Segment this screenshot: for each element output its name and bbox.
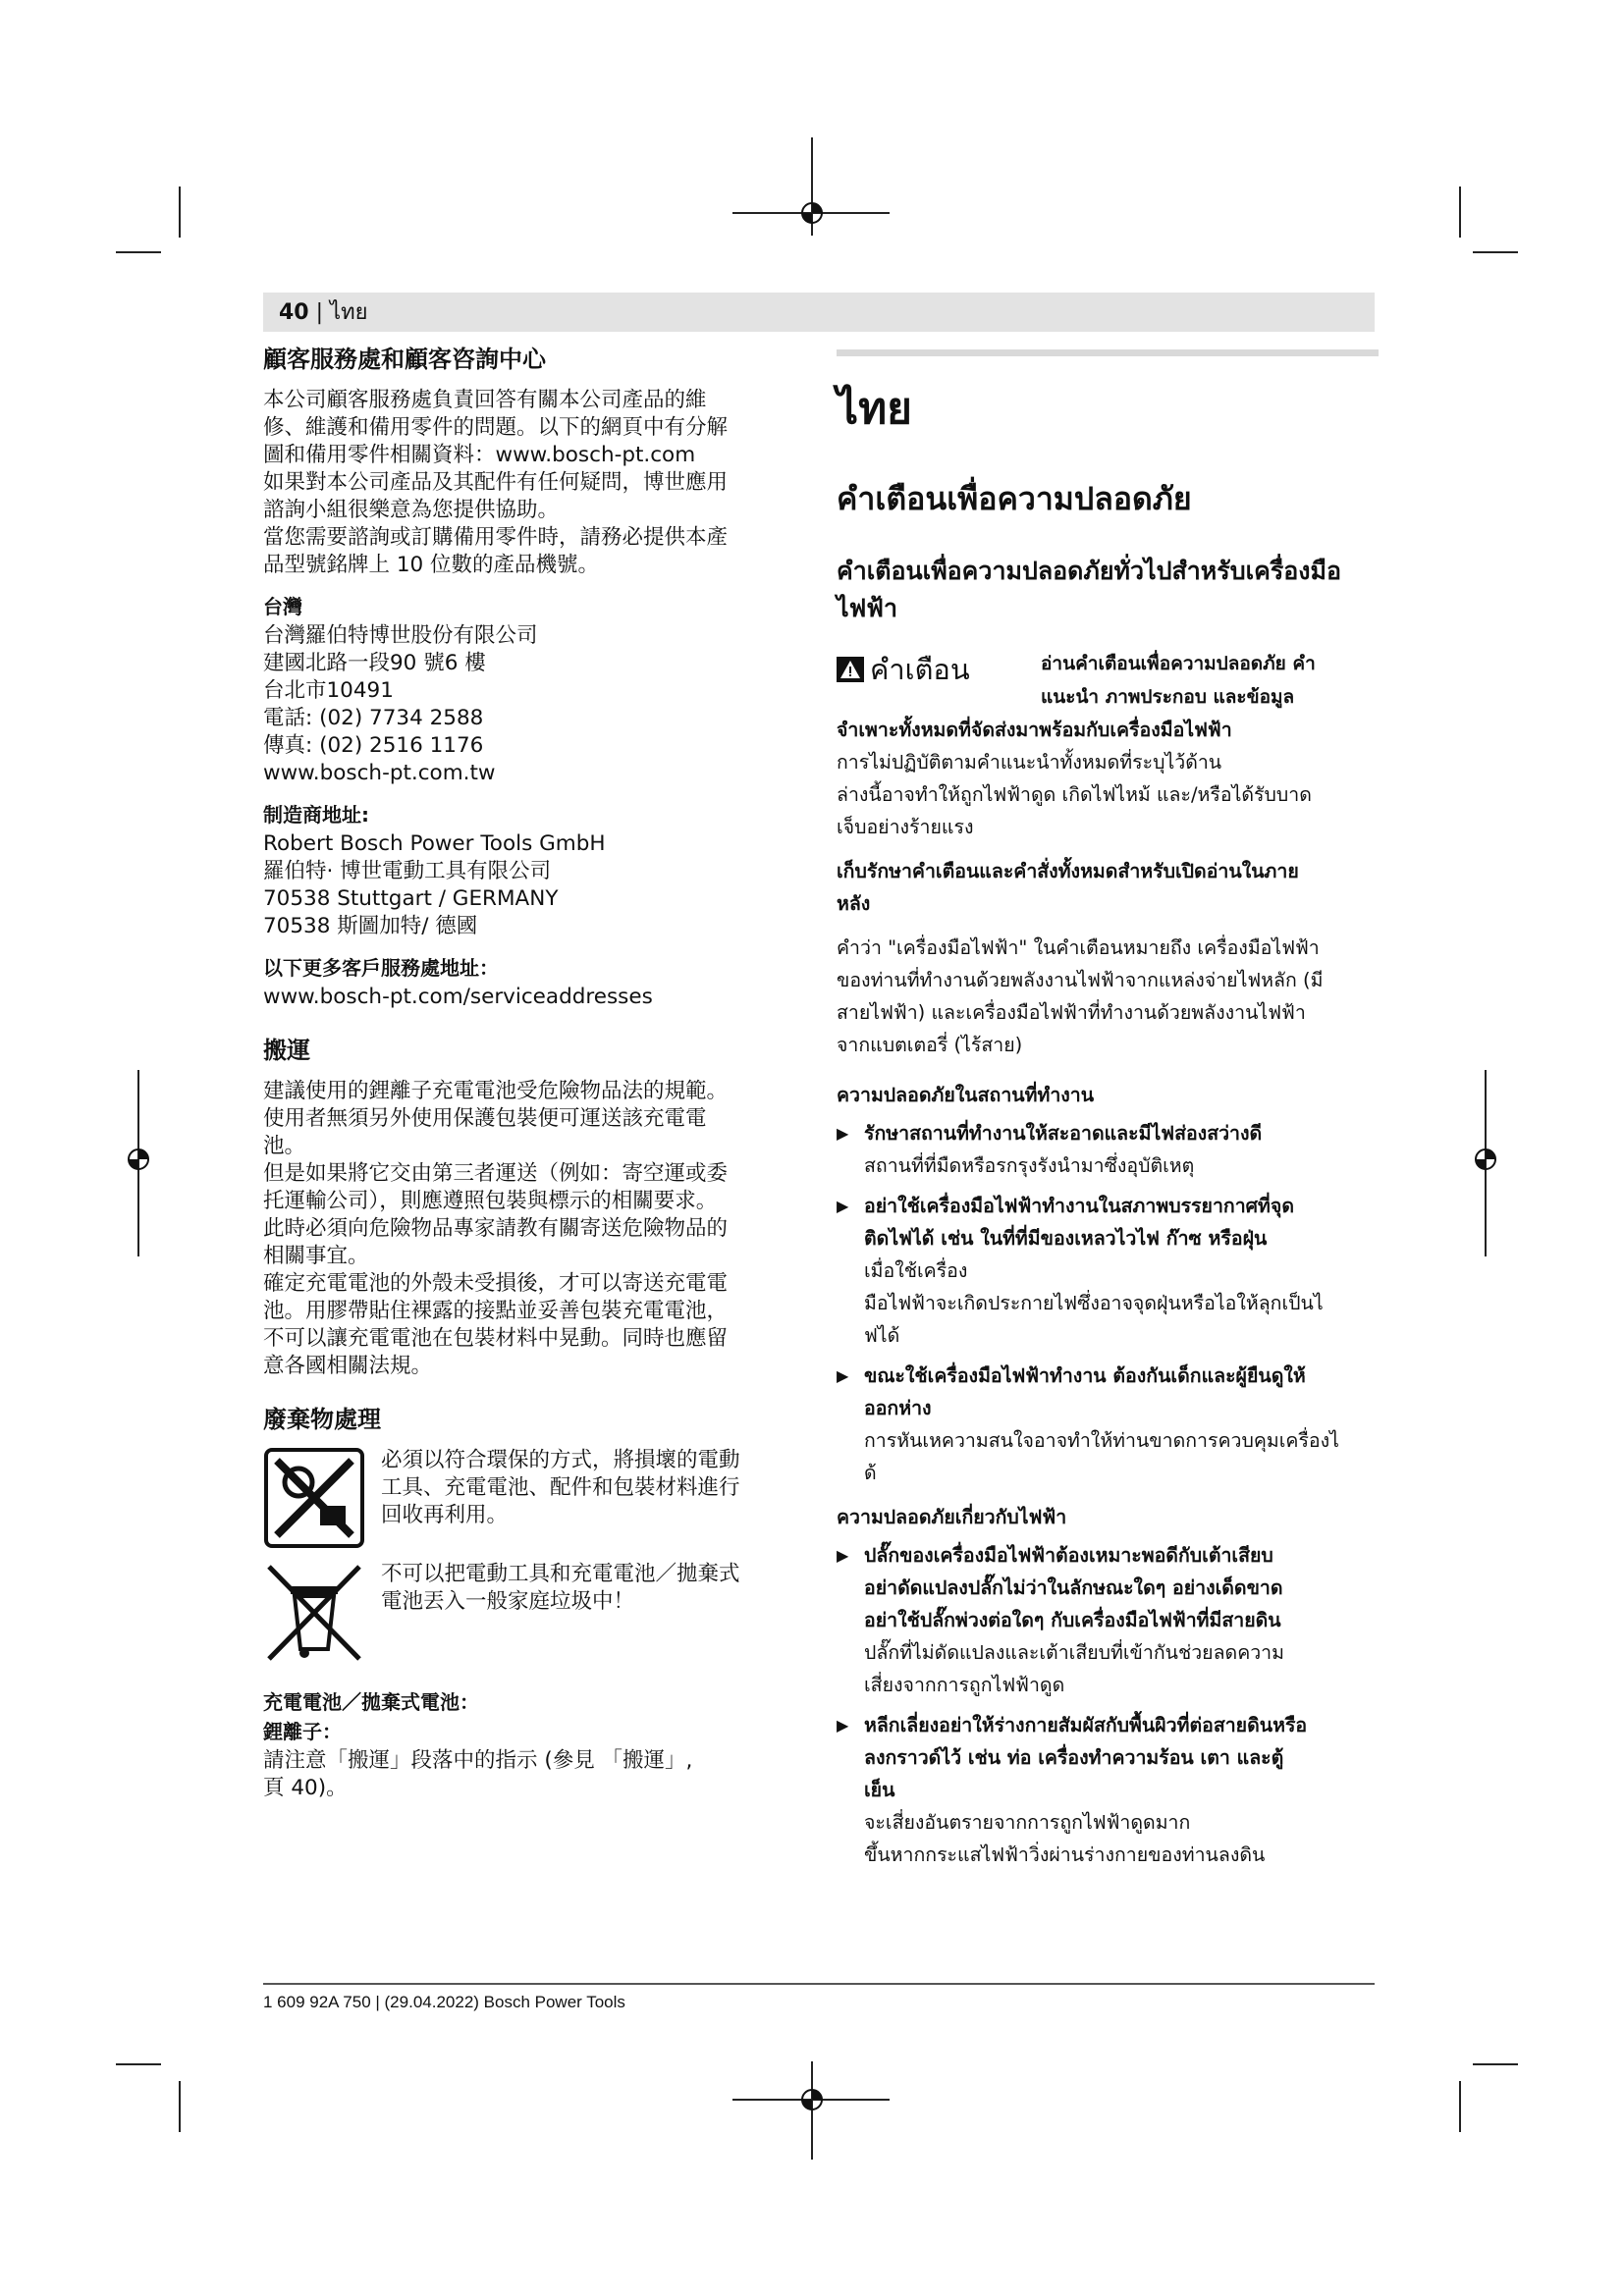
footer-rule	[263, 1983, 1375, 1985]
thai-title: ไทย	[837, 384, 912, 434]
crop-mark	[179, 2081, 181, 2132]
left-column	[263, 344, 785, 1802]
battery-label: 充電電池／拋棄式電池：	[263, 1690, 479, 1714]
section-rule	[837, 349, 1379, 356]
liion-body: 請注意「搬運」段落中的指示 (參見 「搬運」, 頁 40)。	[263, 1748, 693, 1800]
bullet-bold: รักษาสถานที่ทำงานให้สะอาดและมีไฟส่องสว่างดี	[864, 1122, 1263, 1145]
registration-mark-icon	[794, 2082, 830, 2117]
maker-label: 制造商地址:	[263, 803, 369, 827]
safety-heading: คำเตือนเพื่อความปลอดภัย	[837, 480, 1192, 517]
definition-text: คำว่า "เครื่องมือไฟฟ้า" ในคำเตือนหมายถึง เครื่องมือไฟฟ้า ของท่านที่ทำงานด้วยพลังงานไฟฟ้าจากแหล่งจ่ายไฟหลัก (มี สายไฟฟ้า) และเครื่องมือไฟฟ้าที่ทำงานด้วยพลังงานไฟฟ้า จากแบตเตอรี่ (ไร้สาย)	[837, 936, 1324, 1056]
crop-mark	[116, 251, 161, 253]
taiwan-label: 台灣	[263, 595, 302, 618]
disposal-item	[263, 1561, 785, 1663]
transport-body: 建議使用的鋰離子充電電池受危險物品法的規範。 使用者無須另外使用保護包裝便可運送該充電電 池。 但是如果將它交由第三者運送（例如：寄空運或委 托運輸公司），則應遵照包裝與標示的相關要求。 此時必須向危險物品專家請教有關寄送危險物品的 相關事宜。 確定充電電池的外殼未受損後，才可以寄送充電電 池。用膠帶貼住裸露的接點並妥善包裝充電電池， 不可以讓充電電池在包裝材料中晃動。同時也應留 意各國相關法規。	[263, 1079, 729, 1378]
liion-label: 鋰離子：	[263, 1720, 342, 1743]
bullet-item	[837, 1539, 1379, 1701]
warning-triangle-icon	[837, 657, 864, 682]
crossed-bin-icon	[263, 1561, 365, 1663]
more-link[interactable]: www.bosch-pt.com/serviceaddresses	[263, 985, 653, 1009]
more-label: 以下更多客戶服務處地址：	[263, 956, 499, 980]
bullet-arrow-icon: ▶	[837, 1546, 849, 1565]
warning-block	[837, 647, 1379, 714]
warning-text: อ่านคำเตือนเพื่อความปลอดภัย คำ แนะนำ ภาพประกอบ และข้อมูล	[1041, 653, 1316, 708]
work-area-title: ความปลอดภัยในสถานที่ทำงาน	[837, 1084, 1095, 1106]
bullet-body: เมื่อใช้เครื่อง มือไฟฟ้าจะเกิดประกายไฟซึ่งอาจจุดฝุ่นหรือไอให้ลุกเป็นไ ฟได้	[864, 1259, 1324, 1347]
bullet-bold: หลีกเลี่ยงอย่าให้ร่างกายสัมผัสกับพื้นผิวที่ต่อสายดินหรือ ลงกราวด์ไว้ เช่น ท่อ เครื่องทำความร้อน เตา และตู้ เย็น	[864, 1714, 1308, 1801]
page-header-bar	[263, 293, 1375, 332]
bullet-item	[837, 1117, 1379, 1182]
bullet-arrow-icon: ▶	[837, 1716, 849, 1735]
warning-label	[837, 647, 1041, 692]
bullet-item	[837, 1190, 1379, 1352]
page-header: 40 | ไทย	[279, 300, 368, 325]
disposal-text-2: 不可以把電動工具和充電電池／拋棄式 電池丟入一般家庭垃圾中！	[381, 1562, 740, 1614]
bullet-arrow-icon: ▶	[837, 1124, 849, 1143]
service-title: 顧客服務處和顧客咨詢中心	[263, 346, 546, 373]
taiwan-address: 台灣羅伯特博世股份有限公司 建國北路一段90 號6 樓 台北市10491 電話: (02) 7734 2588 傳真: (02) 2516 1176 www.bosch-pt.com.tw	[263, 623, 538, 785]
bullet-bold: อย่าใช้เครื่องมือไฟฟ้าทำงานในสภาพบรรยากาศที่จุด ติดไฟได้ เช่น ในที่ที่มีของเหลวไวไฟ ก๊าซ หรือฝุ่น	[864, 1195, 1294, 1250]
bullet-item	[837, 1709, 1379, 1871]
crop-mark	[1459, 187, 1461, 238]
bullet-arrow-icon: ▶	[837, 1366, 849, 1385]
general-heading: คำเตือนเพื่อความปลอดภัยทั่วไปสำหรับเครื่องมือ ไฟฟ้า	[837, 557, 1341, 622]
warning-continuation: จำเพาะทั้งหมดที่จัดส่งมาพร้อมกับเครื่องมือไฟฟ้า	[837, 719, 1232, 741]
maker-address: Robert Bosch Power Tools GmbH 羅伯特· 博世電動工具有限公司 70538 Stuttgart / GERMANY 70538 斯圖加特/ 德國	[263, 831, 606, 938]
warning-body: การไม่ปฏิบัติตามคำแนะนำทั้งหมดที่ระบุไว้ด้าน ล่างนี้อาจทำให้ถูกไฟฟ้าดูด เกิดไฟไหม้ และ/หรือได้รับบาด เจ็บอย่างร้ายแรง	[837, 751, 1312, 838]
electrical-title: ความปลอดภัยเกี่ยวกับไฟฟ้า	[837, 1506, 1067, 1528]
bullet-body: ปลั๊กที่ไม่ดัดแปลงและเต้าเสียบที่เข้ากันช่วยลดความ เสี่ยงจากการถูกไฟฟ้าดูด	[864, 1641, 1284, 1696]
bullet-item	[837, 1360, 1379, 1489]
bullet-arrow-icon: ▶	[837, 1197, 849, 1215]
crop-mark	[116, 2063, 161, 2065]
bullet-bold: ปลั๊กของเครื่องมือไฟฟ้าต้องเหมาะพอดีกับเต้าเสียบ อย่าดัดแปลงปลั๊กไม่ว่าในลักษณะใดๆ อย่างเด็ดขาด อย่าใช้ปลั๊กพ่วงต่อใดๆ กับเครื่องมือไฟฟ้าที่มีสายดิน	[864, 1544, 1283, 1631]
crop-mark	[1473, 2063, 1518, 2065]
disposal-item	[263, 1447, 785, 1549]
transport-title: 搬運	[263, 1037, 310, 1064]
bullet-body: สถานที่ที่มืดหรือรกรุงรังนำมาซึ่งอุบัติเหตุ	[864, 1154, 1195, 1177]
crop-mark	[1473, 251, 1518, 253]
header-section: ไทย	[330, 300, 368, 325]
bullet-body: จะเสี่ยงอันตรายจากการถูกไฟฟ้าดูดมาก ขึ้นหากกระแสไฟฟ้าวิ่งผ่านร่างกายของท่านลงดิน	[864, 1811, 1266, 1866]
bullet-body: การหันเหความสนใจอาจทำให้ท่านขาดการควบคุมเครื่องไ ด้	[864, 1429, 1339, 1484]
disposal-text-1: 必須以符合環保的方式，將損壞的電動 工具、充電電池、配件和包裝材料進行 回收再利用。	[381, 1448, 740, 1527]
disposal-title: 廢棄物處理	[263, 1406, 381, 1433]
right-column	[837, 349, 1379, 1879]
warning-label-text: คำเตือน	[870, 653, 970, 686]
recycle-packaging-icon	[263, 1447, 365, 1549]
crop-mark	[1459, 2081, 1461, 2132]
registration-mark-icon	[121, 1142, 156, 1177]
registration-mark-icon	[1468, 1142, 1503, 1177]
keep-instructions: เก็บรักษาคำเตือนและคำสั่งทั้งหมดสำหรับเปิดอ่านในภาย หลัง	[837, 860, 1299, 915]
page-footer: 1 609 92A 750 | (29.04.2022) Bosch Power Tools	[263, 1993, 625, 2011]
crop-mark	[179, 187, 181, 238]
page-number: 40	[279, 300, 309, 325]
registration-mark-icon	[794, 195, 830, 231]
service-body: 本公司顧客服務處負責回答有關本公司產品的維 修、維護和備用零件的問題。以下的網頁中有分解 圖和備用零件相關資料：www.bosch-pt.com 如果對本公司產品及其配件有任何疑問，博世應用 諮詢小組很樂意為您提供協助。 當您需要諮詢或訂購備用零件時，請務必提供本產 品型號銘牌上 10 位數的產品機號。	[263, 388, 729, 577]
bullet-bold: ขณะใช้เครื่องมือไฟฟ้าทำงาน ต้องกันเด็กและผู้ยืนดูให้ ออกห่าง	[864, 1364, 1306, 1419]
